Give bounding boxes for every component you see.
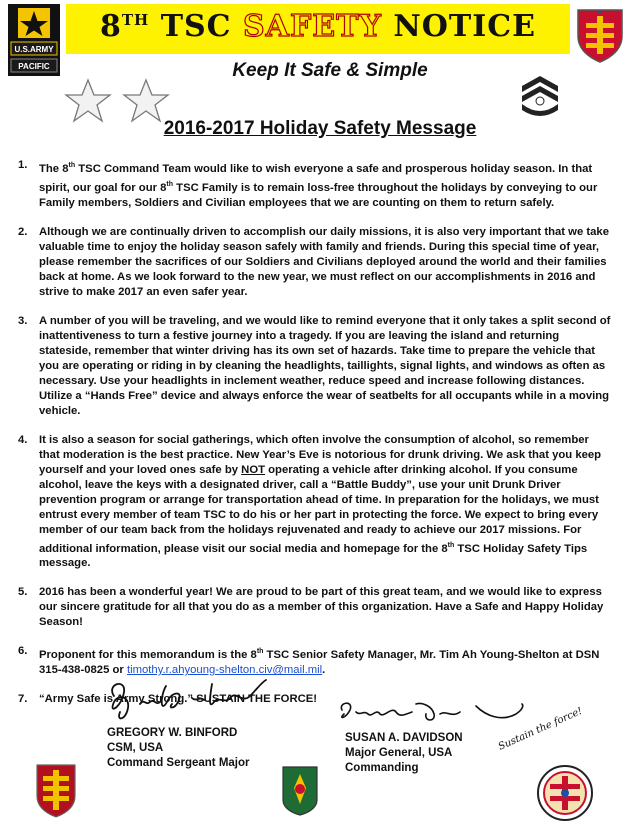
item-text: Although we are continually driven to accomplish our daily missions, it is also very important that we take valuable time to enjoy the holiday season safely with family and friends. During this special time of year, please remember the sacrifices of our Soldiers and Civilians deployed around the world and their families back at home. As we look forward to the new year, we must reflect on our accomplishments in 2016 and strive to make 2017 an even safer year. <box>39 225 609 298</box>
us-army-pacific-logo <box>8 4 60 76</box>
list-item <box>18 644 612 678</box>
title-sup: TH <box>121 10 150 29</box>
list-item <box>18 585 612 630</box>
signer-name: GREGORY W. BINFORD <box>107 727 238 739</box>
unit-crest-icon <box>574 6 626 64</box>
title-prefix: 8 <box>100 8 122 44</box>
item-text: Proponent for this memorandum is the 8th TSC Senior Safety Manager, Mr. Tim Ah Young-Shelton at DSN 315-438-0825 or timothy.r.ahyoung-shelton.civ@mail.mil. <box>39 648 600 677</box>
item-number: 2. <box>18 225 28 238</box>
slogan: Keep It Safe & Simple <box>232 60 428 81</box>
title-outline-word: SAFETY <box>243 8 382 44</box>
brigade-patch-icon <box>280 764 320 816</box>
signer-title: Commanding <box>345 762 419 774</box>
command-seal-icon <box>536 764 594 822</box>
item-text: A number of you will be traveling, and we would like to remind everyone that it only takes a split second of inattentiveness to turn a festive journey into a tragedy. If you are leaving the island and returning stateside, remember that winter driving has its own set of hazards. Take time to prepare the vehicle that you are operating or riding in by cleaning the headlights, taillights, signal lights, and windows as often as necessary. Use your headlights in inclement weather, reduce speed and increase following distances. Utilize a “Hands Free” device and always enforce the wear of seatbelts for all occupants while in a moving vehicle. <box>39 314 611 417</box>
item-text: 2016 has been a wonderful year! We are proud to be part of this great team, and we would like to express our sincere gratitude for all that you do as a member of this organization. Have a Safe and Happy Holiday Season! <box>39 586 604 629</box>
csm-rank-icon <box>518 74 562 118</box>
item-text: The 8th TSC Command Team would like to wish everyone a safe and prosperous holiday season. In that spirit, our goal for our 8th TSC Family is to remain loss-free throughout the holidays by conveying to our Family members, Soldiers and Civilian employees that we are counting on them to return safely. <box>39 162 598 209</box>
handwritten-note <box>492 698 616 756</box>
item-number: 6. <box>18 645 28 658</box>
item-text: It is also a season for social gatherings, which often involve the consumption of alcohol, so remember that moderation is the best practice. New Year’s Eve is notorious for drunk driving. We ask that you keep yourself and your loved ones safe by NOT operating a vehicle after drinking alcohol. If you consume alcohol, leave the keys with a designated driver, call a “Battle Buddy”, use your unit Drunk Driver prevention program or arrange for transportation ahead of time. In preparation for the holidays, we must entrust every member of team TSC to do his or her part in protecting the force. We expect to bring every member of our team back from the holidays rejuvenated and ready to achieve our 2017 missions. For additional information, please visit our social media and homepage for the 8th TSC Holiday Safety Tips message. <box>39 433 602 570</box>
message-items <box>18 158 612 721</box>
signer-title: Command Sergeant Major <box>107 757 250 769</box>
unit-patch-icon <box>34 762 78 818</box>
army-logo-label: U.S.ARMY <box>14 45 54 54</box>
title-suffix: NOTICE <box>393 8 536 44</box>
item-text: “Army Safe is Army Strong.” SUSTAIN THE FORCE! <box>39 693 318 706</box>
list-item <box>18 314 612 419</box>
svg-text:Sustain the force!: Sustain the force! <box>496 705 585 753</box>
item-number: 4. <box>18 433 28 446</box>
document-title: 2016-2017 Holiday Safety Message <box>163 118 477 139</box>
list-item <box>18 158 612 211</box>
left-signature-block <box>107 726 250 771</box>
item-number: 3. <box>18 314 28 327</box>
item-number: 7. <box>18 693 28 706</box>
right-signature-block <box>345 731 463 776</box>
item-number: 5. <box>18 586 28 599</box>
emphasis-not: NOT <box>241 463 266 476</box>
pacific-label: PACIFIC <box>18 62 50 71</box>
banner-title <box>100 9 536 44</box>
title-org: TSC <box>160 8 232 44</box>
safety-email-link[interactable]: timothy.r.ahyoung-shelton.civ@mail.mil <box>126 664 323 677</box>
item-number: 1. <box>18 159 28 171</box>
signer-title: CSM, USA <box>107 742 164 754</box>
signer-name: SUSAN A. DAVIDSON <box>345 732 463 744</box>
list-item <box>18 225 612 300</box>
binford-signature <box>100 676 280 724</box>
header-banner <box>66 4 570 54</box>
signer-title: Major General, USA <box>345 747 453 759</box>
list-item <box>18 433 612 572</box>
